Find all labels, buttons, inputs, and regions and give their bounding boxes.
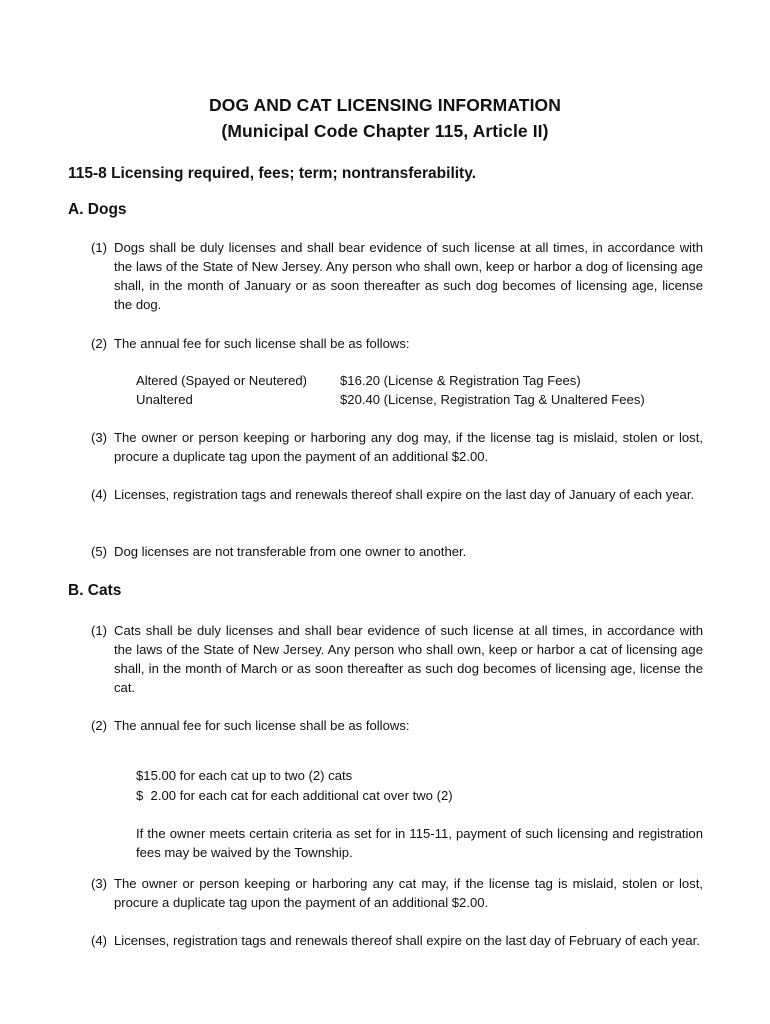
cats-item-3 bbox=[91, 874, 703, 912]
item-text: Licenses, registration tags and renewals thereof shall expire on the last day of February of each year. bbox=[114, 933, 700, 948]
cat-fee-1: $15.00 for each cat up to two (2) cats bbox=[136, 768, 353, 783]
dogs-item-1 bbox=[91, 238, 703, 314]
item-text: The owner or person keeping or harboring any dog may, if the license tag is mislaid, stolen or lost, procure a duplicate tag upon the payment of an additional $2.00. bbox=[114, 430, 703, 464]
dogs-item-3 bbox=[91, 428, 703, 466]
item-number: (5) bbox=[91, 544, 108, 559]
dogs-item-2 bbox=[91, 334, 703, 353]
item-text: The annual fee for such license shall be as follows: bbox=[114, 336, 410, 351]
cats-item-2 bbox=[91, 716, 703, 735]
item-text: Dog licenses are not transferable from one owner to another. bbox=[114, 544, 467, 559]
item-number: (2) bbox=[91, 336, 108, 351]
cats-heading: B. Cats bbox=[68, 582, 122, 599]
cat-fee-2: $ 2.00 for each cat for each additional cat over two (2) bbox=[136, 788, 453, 803]
document-subtitle: (Municipal Code Chapter 115, Article II) bbox=[221, 121, 549, 141]
section-heading: 115-8 Licensing required, fees; term; nontransferability. bbox=[68, 165, 476, 182]
fee-label-unaltered: Unaltered bbox=[136, 392, 193, 407]
item-text: Dogs shall be duly licenses and shall bear evidence of such license at all times, in accordance with the laws of the State of New Jersey. Any person who shall own, keep or harbor a dog of licensing age shall, in the month of January or as soon thereafter as such dog becomes of licensing age, license the dog. bbox=[114, 240, 703, 312]
cats-item-4 bbox=[91, 931, 703, 950]
item-number: (4) bbox=[91, 487, 108, 502]
item-number: (2) bbox=[91, 718, 108, 733]
document-title: DOG AND CAT LICENSING INFORMATION bbox=[209, 95, 561, 115]
item-number: (3) bbox=[91, 430, 108, 445]
item-text: Licenses, registration tags and renewals thereof shall expire on the last day of January of each year. bbox=[114, 487, 695, 502]
fee-amount-unaltered: $20.40 (License, Registration Tag & Unaltered Fees) bbox=[340, 392, 645, 407]
fee-label-altered: Altered (Spayed or Neutered) bbox=[136, 373, 308, 388]
fee-amount-altered: $16.20 (License & Registration Tag Fees) bbox=[340, 373, 581, 388]
item-number: (1) bbox=[91, 240, 108, 255]
item-number: (3) bbox=[91, 876, 108, 891]
item-text: The annual fee for such license shall be as follows: bbox=[114, 718, 410, 733]
item-number: (4) bbox=[91, 933, 108, 948]
dogs-item-5 bbox=[91, 542, 703, 561]
item-text: Cats shall be duly licenses and shall bear evidence of such license at all times, in accordance with the laws of the State of New Jersey. Any person who shall own, keep or harbor a cat of licensing age shall, in the month of March or as soon thereafter as such dog becomes of licensing age, license the cat. bbox=[114, 623, 703, 695]
cat-fee-waiver: If the owner meets certain criteria as set for in 115-11, payment of such licensing and registration fees may be waived by the Township. bbox=[136, 826, 703, 860]
item-number: (1) bbox=[91, 623, 108, 638]
cats-item-1 bbox=[91, 621, 703, 697]
dogs-item-4 bbox=[91, 485, 703, 504]
item-text: The owner or person keeping or harboring any cat may, if the license tag is mislaid, stolen or lost, procure a duplicate tag upon the payment of an additional $2.00. bbox=[114, 876, 703, 910]
dogs-heading: A. Dogs bbox=[68, 201, 127, 218]
